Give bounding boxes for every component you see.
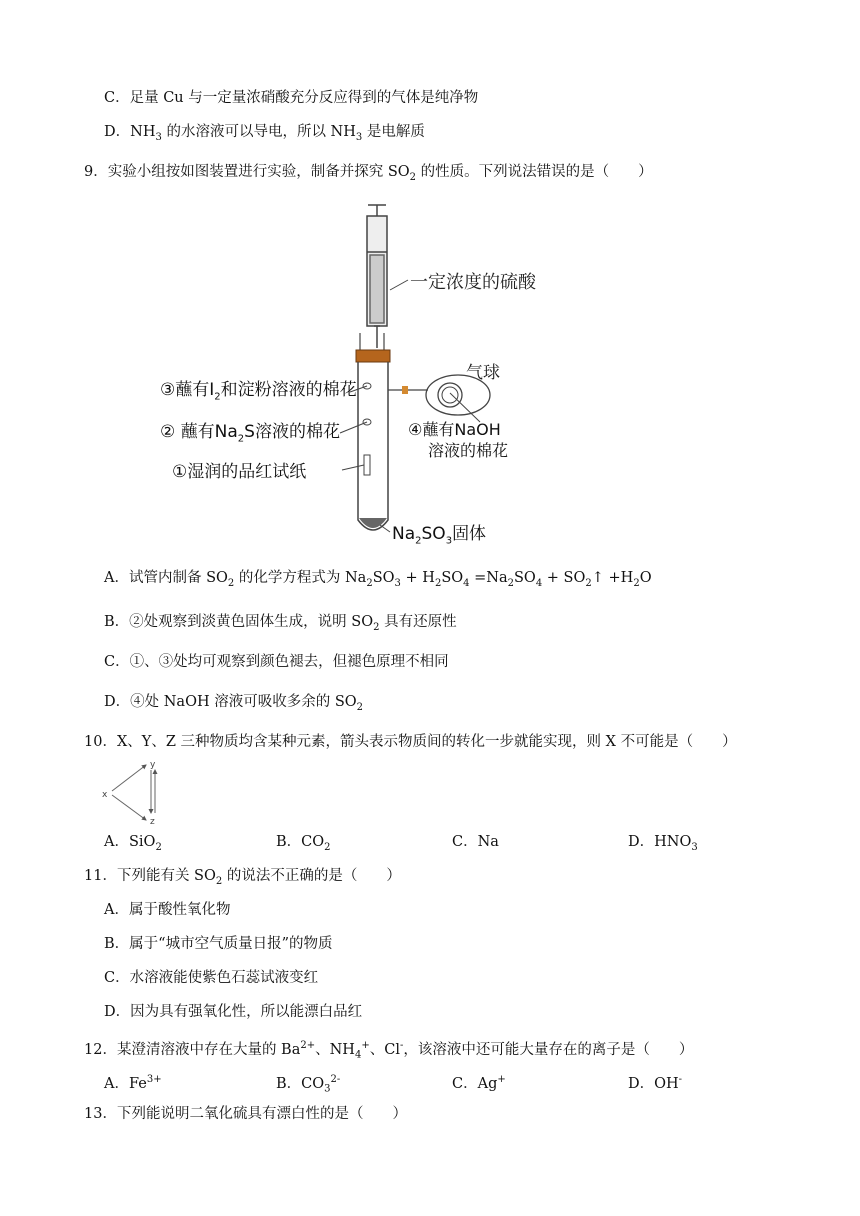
q9-option-a: A．试管内制备 $SO_2$ 的化学方程式为 $Na_2SO_3 + H_2SO_4 =Na_2SO_4$ + $SO_2↑ +H_2O$ [104,570,652,589]
q11-option-b: B．属于“城市空气质量日报”的物质 [104,936,333,952]
q9-option-c: C．①、③处均可观察到颜色褪去，但褪色原理不相同 [104,654,449,670]
q8-option-d: D．$NH_3$ 的水溶液可以导电，所以 $NH_3$ 是电解质 [104,124,425,143]
q13-stem: 13．下列能说明二氧化硫具有漂白性的是（ ） [84,1106,407,1122]
xyz-triangle-diagram [100,758,166,828]
q10-stem: 10．X、Y、Z 三种物质均含某种元素，箭头表示物质间的转化一步就能实现，则 X 不可能是（ ） [84,734,737,750]
q8-option-c: C．足量 Cu 与一定量浓硝酸充分反应得到的气体是纯净物 [104,90,479,106]
q11-option-d: D．因为具有强氧化性，所以能漂白品红 [104,1004,363,1020]
q10-option-b: B．$CO_2$ [276,834,331,853]
q10-option-c: C．Na [452,834,499,850]
q10-option-d: D．$HNO_3$ [628,834,698,853]
balloon-label: 气球 [466,363,500,383]
q9-stem: 9．实验小组按如图装置进行实验，制备并探究 $SO_2$ 的性质。下列说法错误的是（ ） [84,164,653,183]
q9-option-b: B．②处观察到淡黄色固体生成，说明 $SO_2$ 具有还原性 [104,614,457,633]
q11-option-c: C．水溶液能使紫色石蕊试液变红 [104,970,319,986]
rubber-stopper [356,350,390,362]
label-cotton-2: ② 蘸有$Na_2S$溶液的棉花 [160,422,340,445]
q9-option-d: D．④处 NaOH 溶液可吸收多余的 $SO_2$ [104,694,364,713]
q10-option-a: A．SiO$_2$ [104,834,162,853]
label-na2so3: $Na_2SO_3$固体 [392,524,487,547]
acid-label: 一定浓度的硫酸 [410,272,536,293]
node-x: x [102,790,108,800]
q12-option-c: C．Ag+ [452,1074,506,1092]
q12-option-d: D．OH- [628,1074,683,1092]
label-paper-1: ①湿润的品红试纸 [172,462,307,482]
label-cotton-4b: 溶液的棉花 [428,441,509,460]
node-z: z [150,817,155,827]
q11-stem: 11．下列能有关 $SO_2$ 的说法不正确的是（ ） [84,868,401,887]
label-cotton-3: ③蘸有$I_2$和淀粉溶液的棉花 [160,380,357,403]
q12-option-a: A．$Fe^{3+}$ [104,1074,162,1092]
q11-option-a: A．属于酸性氧化物 [104,902,231,918]
q12-option-b: B．$CO_3^{2-}$ [276,1074,341,1095]
q12-stem: 12．某澄清溶液中存在大量的 $Ba^{2+}$、$NH_4^+$、Cl-，该溶液中还可能大量存在的离子是（ ） [84,1040,694,1061]
label-cotton-4a: ④蘸有NaOH [408,420,501,439]
node-y: y [150,760,156,770]
apparatus-figure [290,200,620,555]
syringe-icon [367,205,387,348]
